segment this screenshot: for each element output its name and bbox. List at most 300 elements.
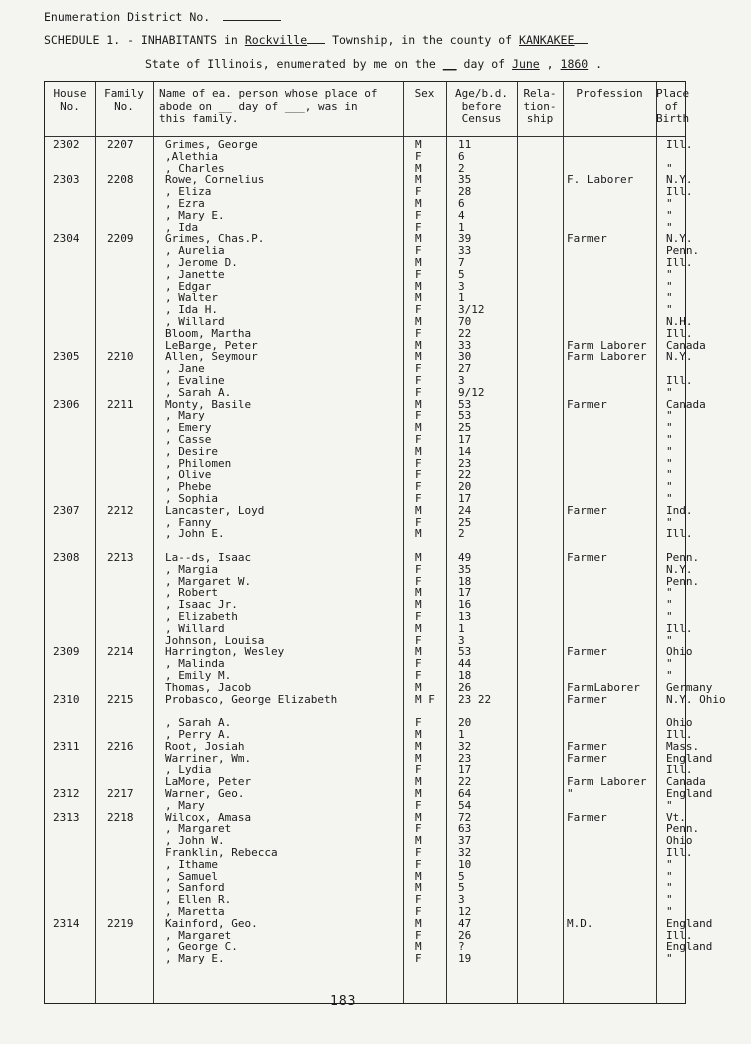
sex: F	[415, 480, 422, 494]
table-row	[45, 834, 693, 848]
birthplace: "	[666, 220, 673, 234]
sex: F	[415, 374, 422, 387]
birthplace: Ohio	[666, 716, 693, 730]
profession: Farm Laborer	[567, 338, 647, 352]
birthplace: "	[666, 881, 673, 895]
birthplace: England	[666, 751, 713, 765]
table-row	[45, 481, 685, 493]
table-row	[45, 281, 685, 293]
age: 53	[458, 409, 472, 423]
family-number: 2213	[107, 551, 134, 564]
birthplace: "	[666, 515, 673, 529]
sex: M	[415, 503, 422, 517]
person-name: Warner, Geo.	[165, 787, 245, 800]
table-row	[45, 928, 693, 942]
birthplace: Canada	[666, 338, 706, 352]
age: 72	[458, 810, 472, 824]
table-row	[45, 198, 685, 210]
schedule-line	[44, 33, 588, 47]
birthplace: "	[666, 197, 673, 210]
birthplace: "	[666, 857, 673, 871]
person-name: , Sarah A.	[165, 385, 232, 399]
sex: M	[415, 916, 422, 930]
sex: M	[415, 869, 422, 883]
birthplace: "	[666, 586, 673, 600]
sex: F	[415, 574, 422, 588]
age: 44	[458, 657, 472, 671]
age: 49	[458, 551, 472, 564]
age: ?	[458, 940, 465, 954]
person-name: , Evaline	[165, 374, 225, 387]
birthplace: Ill.	[666, 138, 693, 151]
state-line: State of Illinois, enumerated by me on the __ day of June , 1860 .	[145, 57, 603, 71]
sex: F	[415, 456, 422, 470]
profession: Farmer	[567, 739, 607, 753]
person-name: , Mary	[165, 409, 205, 423]
age: 3	[458, 279, 465, 293]
person-name: Harrington, Wesley	[165, 645, 285, 659]
table-row	[45, 387, 685, 399]
birthplace: "	[666, 444, 673, 458]
sex: M	[415, 775, 422, 789]
age: 32	[458, 739, 472, 753]
birthplace: Ill.	[666, 928, 693, 942]
person-name: , Mary E.	[165, 952, 225, 966]
table-row	[45, 292, 685, 304]
age: 11	[458, 138, 472, 151]
person-name: , Eliza	[165, 185, 212, 199]
age: 22	[458, 775, 472, 789]
table-row	[45, 232, 693, 246]
family-number: 2218	[107, 810, 134, 824]
birthplace: N.Y. Ohio	[666, 692, 726, 706]
birthplace: Ohio	[666, 645, 693, 659]
house-number: 2304	[53, 232, 80, 246]
family-number: 2219	[107, 916, 134, 930]
sex: M	[415, 728, 422, 741]
table-row	[45, 138, 693, 151]
sex: F	[415, 633, 422, 647]
person-name: Thomas, Jacob	[165, 680, 252, 694]
birthplace: Germany	[666, 680, 713, 694]
sex: F	[415, 562, 422, 576]
birthplace: Canada	[666, 775, 706, 789]
person-name: , Willard	[165, 621, 225, 635]
house-number: 2302	[53, 138, 80, 151]
birthplace: "	[666, 657, 673, 671]
person-name: , Perry A.	[165, 728, 232, 741]
family-number: 2216	[107, 739, 134, 753]
sex: F	[415, 798, 422, 812]
sex: M F	[415, 692, 435, 706]
table-row	[45, 692, 726, 706]
person-name: LaMore, Peter	[165, 775, 252, 789]
table-row	[45, 822, 700, 836]
age: 3	[458, 893, 465, 907]
sex: F	[415, 303, 422, 317]
birthplace: Vt.	[666, 810, 686, 824]
age: 64	[458, 787, 472, 800]
birthplace: "	[666, 385, 673, 399]
person-name: , Charles	[165, 161, 225, 175]
table-row	[45, 410, 685, 422]
col-header-relationship: Rela- tion- ship	[523, 87, 557, 125]
profession: Farmer	[567, 397, 607, 411]
birthplace: "	[666, 421, 673, 435]
birthplace: "	[666, 905, 673, 918]
profession: Farmer	[567, 751, 607, 765]
col-header-sex: Sex	[414, 87, 435, 100]
age: 17	[458, 586, 472, 600]
birthplace: Penn.	[666, 551, 700, 564]
sex: M	[415, 834, 422, 848]
age: 28	[458, 185, 472, 199]
table-row	[45, 363, 685, 375]
birthplace: "	[666, 303, 673, 317]
birthplace: "	[666, 492, 673, 505]
birthplace: Mass.	[666, 739, 700, 753]
birthplace: "	[666, 598, 673, 612]
table-row	[45, 953, 685, 965]
table-row	[45, 882, 685, 894]
age: 23 22	[458, 692, 492, 706]
sex: F	[415, 905, 422, 918]
sex: M	[415, 279, 422, 293]
person-name: , Margia	[165, 562, 218, 576]
sex: F	[415, 669, 422, 682]
age: 13	[458, 610, 472, 623]
person-name: , Ida H.	[165, 303, 218, 317]
birthplace: "	[666, 952, 673, 966]
house-number: 2310	[53, 692, 80, 706]
birthplace: "	[666, 468, 673, 482]
age: 5	[458, 267, 465, 281]
family-number: 2208	[107, 173, 134, 187]
sex: M	[415, 350, 422, 364]
age: 33	[458, 244, 472, 258]
sex: M	[415, 161, 422, 175]
age: 54	[458, 798, 472, 812]
sex: M	[415, 173, 422, 187]
house-number: 2314	[53, 916, 80, 930]
table-row	[45, 422, 685, 434]
profession: Farm Laborer	[567, 350, 647, 364]
age: 47	[458, 916, 472, 930]
table-row	[45, 621, 693, 635]
person-name: , Philomen	[165, 456, 232, 470]
family-number: 2209	[107, 232, 134, 246]
table-row	[45, 800, 685, 812]
sex: M	[415, 598, 422, 612]
table-row	[45, 434, 685, 446]
state-prefix: State of Illinois, enumerated by me on the	[145, 57, 436, 71]
sex: M	[415, 315, 422, 328]
age: 37	[458, 834, 472, 848]
sex: M	[415, 291, 422, 305]
age: 9/12	[458, 385, 485, 399]
house-number: 2307	[53, 503, 80, 517]
sex: F	[415, 610, 422, 623]
age: 33	[458, 338, 472, 352]
house-number: 2313	[53, 810, 80, 824]
month: June	[512, 57, 540, 71]
sex: F	[415, 362, 422, 376]
person-name: Root, Josiah	[165, 739, 245, 753]
person-name: , Robert	[165, 586, 218, 600]
sex: M	[415, 810, 422, 824]
profession: FarmLaborer	[567, 680, 640, 694]
age: 1	[458, 291, 465, 305]
person-name: , Mary E.	[165, 208, 225, 222]
person-name: , Aurelia	[165, 244, 225, 258]
age: 39	[458, 232, 472, 246]
sex: M	[415, 751, 422, 765]
age: 6	[458, 197, 465, 210]
col-header-house: House No.	[53, 87, 87, 113]
birthplace: Ill.	[666, 728, 693, 741]
enumeration-district-label: Enumeration District No.	[44, 10, 211, 24]
age: 5	[458, 881, 465, 895]
table-row	[45, 645, 693, 659]
table-row	[45, 574, 700, 588]
birthplace: "	[666, 456, 673, 470]
age: 24	[458, 503, 472, 517]
person-name: , Margaret	[165, 822, 232, 836]
sex: M	[415, 586, 422, 600]
person-name: Lancaster, Loyd	[165, 503, 265, 517]
birthplace: Penn.	[666, 574, 700, 588]
sex: F	[415, 716, 422, 730]
person-name: , Ellen R.	[165, 893, 232, 907]
age: 25	[458, 421, 472, 435]
sex: F	[415, 433, 422, 446]
sex: F	[415, 857, 422, 871]
family-number: 2215	[107, 692, 134, 706]
sex: F	[415, 244, 422, 258]
profession: Farmer	[567, 503, 607, 517]
sex: M	[415, 645, 422, 659]
township-name: Rockville	[244, 33, 308, 47]
birthplace: "	[666, 208, 673, 222]
sex: M	[415, 397, 422, 411]
birthplace: N.Y.	[666, 173, 693, 187]
table-row	[45, 517, 685, 529]
person-name: , Sarah A.	[165, 716, 232, 730]
sex: F	[415, 149, 422, 163]
age: 12	[458, 905, 472, 918]
table-row	[45, 611, 685, 623]
age: 35	[458, 562, 472, 576]
family-number: 2212	[107, 503, 134, 517]
table-row	[45, 739, 700, 753]
age: 6	[458, 149, 465, 163]
col-header-birthplace: Place of Birth	[656, 87, 690, 125]
person-name: , Sanford	[165, 881, 225, 895]
house-number: 2308	[53, 551, 80, 564]
birthplace: N.H.	[666, 315, 693, 328]
person-name: LeBarge, Peter	[165, 338, 258, 352]
birthplace: "	[666, 610, 673, 623]
enumeration-district-blank	[223, 10, 281, 21]
sex: M	[415, 940, 422, 954]
age: 3	[458, 633, 465, 647]
person-name: , Olive	[165, 468, 212, 482]
age: 1	[458, 621, 465, 635]
age: 17	[458, 433, 472, 446]
person-name: Monty, Basile	[165, 397, 252, 411]
person-name: , Janette	[165, 267, 225, 281]
table-row	[45, 599, 685, 611]
birthplace: "	[666, 433, 673, 446]
table-row	[45, 787, 713, 800]
sex: M	[415, 787, 422, 800]
sex: F	[415, 657, 422, 671]
sex: F	[415, 492, 422, 505]
person-name: , John E.	[165, 527, 225, 541]
person-name: , Edgar	[165, 279, 212, 293]
sex: F	[415, 822, 422, 836]
birthplace: Ill.	[666, 256, 693, 269]
person-name: , Jerome D.	[165, 256, 238, 269]
age: 20	[458, 480, 472, 494]
sex: M	[415, 444, 422, 458]
profession: Farm Laborer	[567, 775, 647, 789]
person-name: , Casse	[165, 433, 212, 446]
enumeration-district-line	[44, 10, 281, 24]
age: 53	[458, 397, 472, 411]
person-name: , Ezra	[165, 197, 205, 210]
age: 17	[458, 492, 472, 505]
table-row	[45, 315, 693, 328]
person-name: , Maretta	[165, 905, 225, 918]
house-number: 2311	[53, 739, 80, 753]
census-table	[44, 81, 726, 1004]
birthplace: "	[666, 267, 673, 281]
profession: "	[567, 787, 574, 800]
birthplace: "	[666, 798, 673, 812]
birthplace: "	[666, 279, 673, 293]
age: 22	[458, 326, 472, 340]
person-name: , Phebe	[165, 480, 212, 494]
birthplace: Canada	[666, 397, 706, 411]
person-name: Warriner, Wm.	[165, 751, 252, 765]
birthplace: Penn.	[666, 822, 700, 836]
age: 20	[458, 716, 472, 730]
person-name: , John W.	[165, 834, 225, 848]
birthplace: Ohio	[666, 834, 693, 848]
person-name: Wilcox, Amasa	[165, 810, 252, 824]
table-row	[45, 304, 685, 316]
table-row	[45, 256, 693, 269]
person-name: , Sophia	[165, 492, 218, 505]
person-name: , Walter	[165, 291, 218, 305]
age: 16	[458, 598, 472, 612]
age: 25	[458, 515, 472, 529]
table-row	[45, 751, 713, 765]
person-name: Franklin, Rebecca	[165, 846, 278, 859]
birthplace: Ind.	[666, 503, 693, 517]
birthplace: Ill.	[666, 846, 693, 859]
table-row	[45, 587, 685, 599]
age: 22	[458, 468, 472, 482]
family-number: 2211	[107, 397, 134, 411]
sex: M	[415, 256, 422, 269]
family-number: 2207	[107, 138, 134, 151]
sex: F	[415, 267, 422, 281]
age: 23	[458, 751, 472, 765]
person-name: , Willard	[165, 315, 225, 328]
person-name: , Emily M.	[165, 669, 232, 682]
sex: F	[415, 409, 422, 423]
age: 1	[458, 220, 465, 234]
person-name: , Malinda	[165, 657, 225, 671]
profession: Farmer	[567, 551, 607, 564]
birthplace: "	[666, 480, 673, 494]
sex: F	[415, 515, 422, 529]
sex: F	[415, 952, 422, 966]
profession: Farmer	[567, 692, 607, 706]
age: 35	[458, 173, 472, 187]
age: 23	[458, 456, 472, 470]
sex: F	[415, 893, 422, 907]
birthplace: England	[666, 787, 713, 800]
person-name: Grimes, George	[165, 138, 258, 151]
table-row	[45, 916, 713, 930]
col-header-profession: Profession	[576, 87, 643, 100]
day-blank: __	[442, 57, 457, 71]
age: 3/12	[458, 303, 485, 317]
person-name: Allen, Seymour	[165, 350, 258, 364]
birthplace: "	[666, 161, 673, 175]
person-name: , Samuel	[165, 869, 218, 883]
age: 26	[458, 928, 472, 942]
table-row	[45, 173, 693, 187]
person-name: ,Alethia	[165, 149, 218, 163]
house-number: 2312	[53, 787, 80, 800]
house-number: 2303	[53, 173, 80, 187]
table-row	[45, 562, 693, 576]
sex: M	[415, 138, 422, 151]
age: 32	[458, 846, 472, 859]
birthplace: Ill.	[666, 374, 693, 387]
birthplace: Ill.	[666, 527, 693, 541]
table-row	[45, 775, 706, 789]
age: 3	[458, 374, 465, 387]
house-number: 2309	[53, 645, 80, 659]
age: 4	[458, 208, 465, 222]
age: 27	[458, 362, 472, 376]
table-row	[45, 658, 685, 670]
age: 18	[458, 574, 472, 588]
sex: M	[415, 527, 422, 541]
profession: F. Laborer	[567, 173, 634, 187]
birthplace: N.Y.	[666, 350, 693, 364]
birthplace: Ill.	[666, 185, 693, 199]
sex: F	[415, 208, 422, 222]
table-row	[45, 680, 713, 694]
age: 10	[458, 857, 472, 871]
birthplace: "	[666, 869, 673, 883]
col-header-family: Family No.	[104, 87, 144, 113]
schedule-prefix: SCHEDULE 1. - INHABITANTS in	[44, 33, 238, 47]
table-row	[45, 185, 693, 199]
profession: M.D.	[567, 916, 594, 930]
age: 70	[458, 315, 472, 328]
table-row	[45, 716, 693, 730]
birthplace: "	[666, 893, 673, 907]
person-name: , Mary	[165, 798, 205, 812]
sex: F	[415, 326, 422, 340]
